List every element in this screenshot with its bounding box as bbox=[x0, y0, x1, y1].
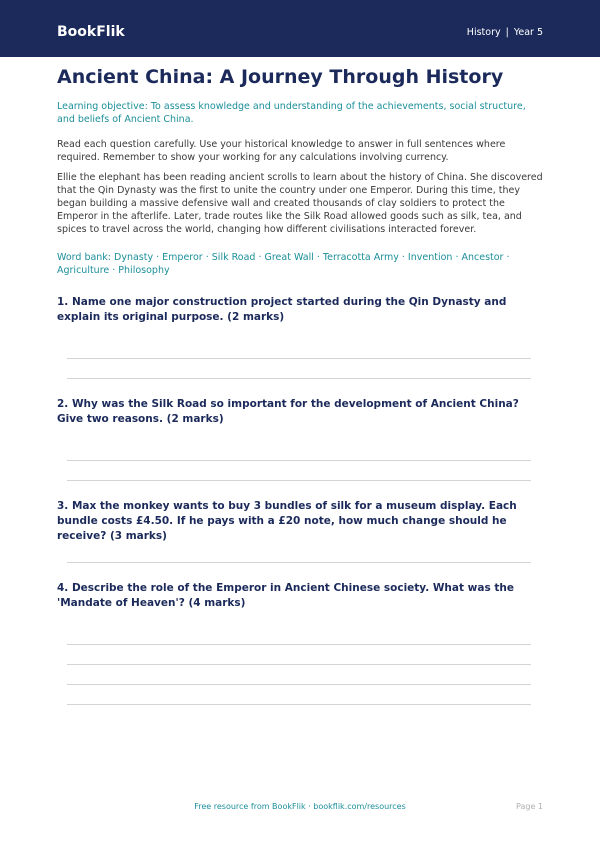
story-text: Ellie the elephant has been reading ancient scrolls to learn about the history of China. She discovered that the Qin Dynasty was the first to unite the country under one Emperor. During this time, they began building a massive defensive wall and created thousands of clay soldiers to protect the Emperor in the afterlife. Later, trade routes like the Silk Road allowed goods such as silk, tea, and spices to travel across the world, changing how different civilisations interacted forever. bbox=[57, 172, 543, 235]
page-title: Ancient China: A Journey Through History bbox=[57, 66, 504, 88]
answer-line[interactable] bbox=[67, 644, 531, 645]
answer-line[interactable] bbox=[67, 358, 531, 359]
answer-line[interactable] bbox=[67, 664, 531, 665]
answer-line[interactable] bbox=[67, 480, 531, 481]
header-bar bbox=[0, 0, 600, 57]
question-4: 4. Describe the role of the Emperor in Ancient Chinese society. What was the 'Mandate of Heaven'? (4 marks) bbox=[57, 582, 514, 609]
answer-line[interactable] bbox=[67, 684, 531, 685]
footer-resource[interactable]: Free resource from BookFlik · bookflik.com/resources bbox=[194, 802, 406, 811]
year-label: Year 5 bbox=[513, 27, 543, 38]
question-3: 3. Max the monkey wants to buy 3 bundles of silk for a museum display. Each bundle costs £4.50. If he pays with a £20 note, how much change should he receive? (3 marks) bbox=[57, 500, 517, 542]
breadcrumb bbox=[467, 27, 543, 39]
word-bank: Word bank: Dynasty · Emperor · Silk Road · Great Wall · Terracotta Army · Invention · Ancestor · Agriculture · Philosophy bbox=[57, 252, 510, 276]
answer-line[interactable] bbox=[67, 562, 531, 563]
instructions-text: Read each question carefully. Use your historical knowledge to answer in full sentences where required. Remember to show your working for any calculations involving currency. bbox=[57, 139, 506, 163]
page-number: Page 1 bbox=[516, 802, 543, 811]
question-1: 1. Name one major construction project started during the Qin Dynasty and explain its original purpose. (2 marks) bbox=[57, 296, 507, 323]
brand-logo[interactable]: BookFlik bbox=[57, 24, 125, 40]
answer-line[interactable] bbox=[67, 704, 531, 705]
learning-objective: Learning objective: To assess knowledge and understanding of the achievements, social structure, and beliefs of Ancient China. bbox=[57, 101, 526, 125]
question-2: 2. Why was the Silk Road so important for the development of Ancient China? Give two reasons. (2 marks) bbox=[57, 398, 519, 425]
subject-label: History bbox=[466, 27, 501, 38]
answer-line[interactable] bbox=[67, 460, 531, 461]
answer-line[interactable] bbox=[67, 378, 531, 379]
breadcrumb-separator: | bbox=[505, 27, 509, 38]
